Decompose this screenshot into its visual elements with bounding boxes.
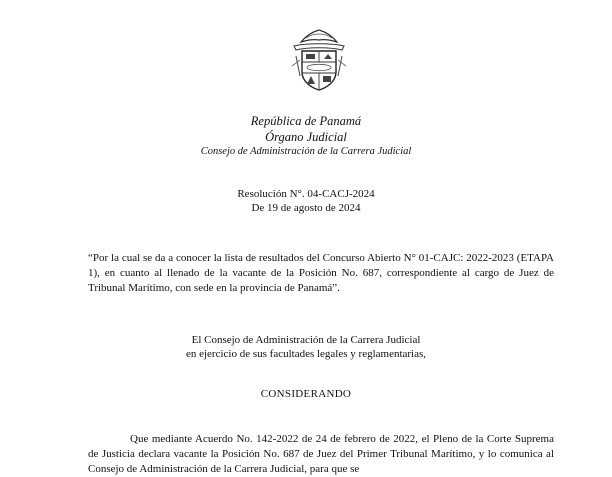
resolution-date: De 19 de agosto de 2024 [251, 202, 361, 214]
header-organ: Órgano Judicial [265, 130, 347, 144]
coat-of-arms-icon [286, 26, 352, 96]
preamble-line-2: en ejercicio de sus facultades legales y reglamentarias, [185, 348, 427, 360]
preamble-line-1: El Consejo de Administración de la Carrera Judicial [191, 334, 421, 346]
first-paragraph [88, 432, 554, 477]
resolution-number: Resolución N°. 04-CACJ-2024 [237, 188, 375, 200]
header-country: República de Panamá [250, 114, 362, 128]
considering-heading: CONSIDERANDO [260, 388, 352, 400]
resolution-summary: “Por la cual se da a conocer la lista de resultados del Concurso Abierto N° 01-CAJC: 2022-2023 (ETAPA 1), en cuanto al llenado de la vacante de la Posición No. 687, correspondiente al cargo de Juez de Tribunal Marítimo, con sede en la provincia de Panamá”. [88, 252, 554, 294]
first-paragraph-text: Que mediante Acuerdo No. 142-2022 de 24 de febrero de 2022, el Pleno de la Corte Suprema de Justicia declara vacante la Posición No. 687 de Juez del Primer Tribunal Marítimo, y lo comunica al Consejo de Administración de la Carrera Judicial, para que se [88, 433, 554, 475]
header-council: Consejo de Administración de la Carrera Judicial [200, 146, 412, 157]
